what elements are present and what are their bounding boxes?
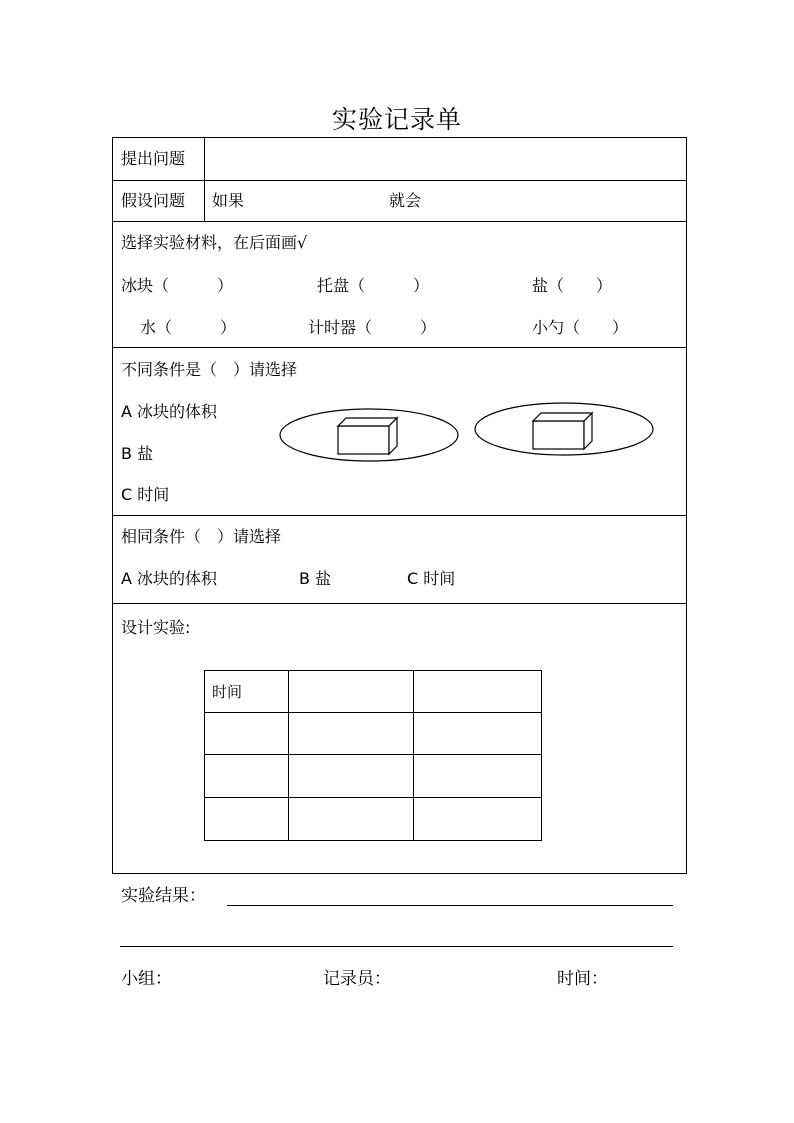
variable-option-c[interactable]: C 时间 — [121, 485, 170, 504]
time-label: 时间： — [557, 969, 608, 989]
constant-option-c[interactable]: C 时间 — [407, 569, 456, 588]
variable-option-b[interactable]: B 盐 — [121, 444, 154, 463]
result-answer-line[interactable] — [227, 905, 673, 906]
row-divider — [112, 347, 686, 348]
table-cell[interactable] — [415, 672, 539, 711]
table-header-time: 时间 — [212, 683, 243, 701]
table-cell[interactable] — [290, 672, 412, 711]
material-item-timer[interactable]: 计时器（ ） — [308, 318, 437, 337]
variable-option-a[interactable]: A 冰块的体积 — [121, 402, 218, 421]
result-answer-line[interactable] — [120, 946, 673, 947]
table-column-divider — [413, 670, 414, 840]
question-label: 提出问题 — [121, 149, 186, 168]
row-divider — [112, 515, 686, 516]
result-label: 实验结果： — [121, 886, 206, 906]
constant-option-b[interactable]: B 盐 — [299, 569, 332, 588]
ice-on-tray-illustration — [473, 402, 655, 466]
materials-heading: 选择实验材料，在后面画√ — [121, 233, 308, 252]
table-row-divider — [204, 754, 541, 755]
material-item-spoon[interactable]: 小勺（ ） — [532, 318, 629, 337]
table-row-divider — [204, 797, 541, 798]
material-item-salt[interactable]: 盐（ ） — [532, 276, 613, 295]
hypothesis-if: 如果 — [212, 191, 245, 210]
material-item-water[interactable]: 水（ ） — [140, 318, 237, 337]
page-title: 实验记录单 — [331, 105, 462, 134]
question-field[interactable] — [212, 149, 682, 171]
hypothesis-then: 就会 — [389, 191, 422, 210]
material-item-ice[interactable]: 冰块（ ） — [121, 276, 234, 295]
material-item-tray[interactable]: 托盘（ ） — [317, 276, 430, 295]
design-heading: 设计实验: — [121, 618, 191, 637]
constant-heading: 相同条件（ ）请选择 — [121, 527, 282, 546]
table-column-divider — [288, 670, 289, 840]
row-divider — [112, 180, 686, 181]
variable-heading: 不同条件是（ ）请选择 — [121, 360, 298, 379]
row-divider — [112, 603, 686, 604]
table-row-divider — [204, 712, 541, 713]
hypothesis-label: 假设问题 — [121, 191, 186, 210]
recorder-label: 记录员： — [323, 969, 391, 989]
row-divider — [112, 221, 686, 222]
constant-option-a[interactable]: A 冰块的体积 — [121, 569, 218, 588]
ice-on-tray-illustration — [278, 402, 460, 466]
column-divider — [204, 138, 205, 221]
group-label: 小组： — [121, 969, 172, 989]
